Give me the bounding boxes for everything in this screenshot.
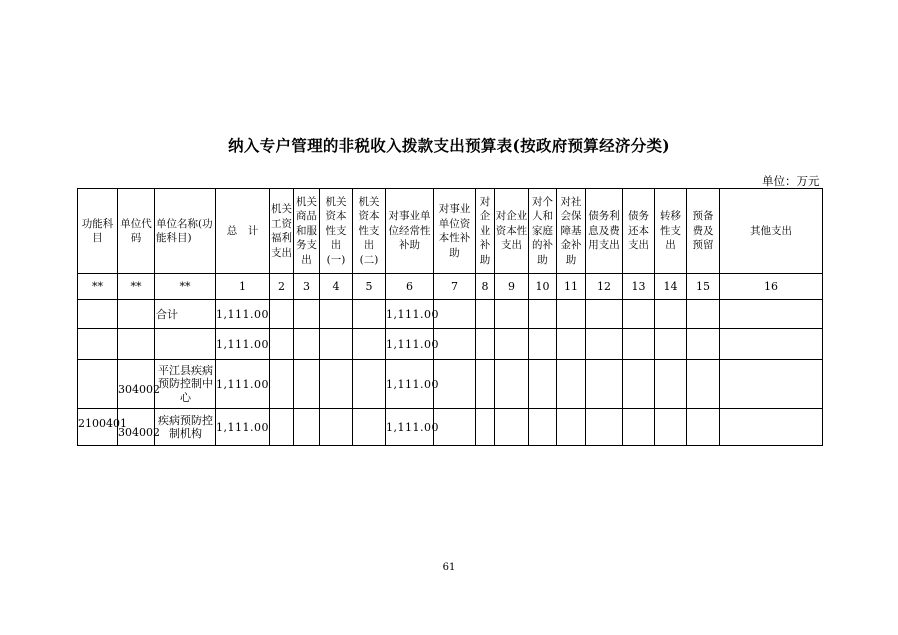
unit-code-cell — [118, 300, 155, 329]
subsidy-regular-cell: 1,111.00 — [386, 329, 434, 360]
func-code-cell — [78, 300, 118, 329]
col-header-other: 其他支出 — [720, 189, 823, 274]
func-code-cell — [78, 360, 118, 409]
col-number: 13 — [623, 274, 655, 300]
col-header-social-security: 对社会保障基金补助 — [557, 189, 586, 274]
col-header-household-subsidy: 对个人和家庭的补助 — [529, 189, 557, 274]
unit-code-cell: 304002 — [118, 409, 155, 446]
col-header-total: 总 计 — [216, 189, 270, 274]
func-code-cell — [78, 329, 118, 360]
page-title: 纳入专户管理的非税收入拨款支出预算表(按政府预算经济分类) — [228, 136, 670, 155]
unit-code-cell — [118, 329, 155, 360]
col-header-enterprise-subsidy: 对企业补助 — [476, 189, 495, 274]
table-row — [78, 360, 823, 409]
col-number: 4 — [320, 274, 353, 300]
col-number: 15 — [687, 274, 720, 300]
col-number: 2 — [270, 274, 294, 300]
col-number: 5 — [353, 274, 386, 300]
unit-name-cell — [155, 360, 216, 409]
unit-name-cell: 合计 — [155, 300, 216, 329]
col-header-goods-services: 机关商品和服务支出 — [294, 189, 320, 274]
total-cell: 1,111.00 — [216, 360, 270, 409]
col-number: 11 — [557, 274, 586, 300]
unit-name-cell — [155, 329, 216, 360]
unit-label: 单位：万元 — [762, 174, 820, 188]
col-number: ** — [78, 274, 118, 300]
col-header-salary: 机关工资福利支出 — [270, 189, 294, 274]
col-header-transfer: 转移性支出 — [655, 189, 687, 274]
col-header-reserve: 预备费及预留 — [687, 189, 720, 274]
col-number: 7 — [434, 274, 476, 300]
col-header-debt-interest: 债务利息及费用支出 — [586, 189, 623, 274]
subsidy-regular-cell: 1,111.00 — [386, 300, 434, 329]
col-header-unit-name: 单位名称(功能科目) — [155, 189, 216, 274]
col-header-enterprise-capital: 对企业资本性支出 — [495, 189, 529, 274]
col-header-subsidy-regular: 对事业单位经常性补助 — [386, 189, 434, 274]
col-number: 3 — [294, 274, 320, 300]
col-header-unit-code: 单位代码 — [118, 189, 155, 274]
total-cell: 1,111.00 — [216, 329, 270, 360]
col-number: 1 — [216, 274, 270, 300]
unit-code-cell: 304002 — [118, 360, 155, 409]
col-number: ** — [118, 274, 155, 300]
col-header-func-code: 功能科目 — [78, 189, 118, 274]
col-number: 6 — [386, 274, 434, 300]
col-number: 12 — [586, 274, 623, 300]
page-number: 61 — [442, 562, 456, 573]
table-row — [78, 300, 823, 329]
col-number: 8 — [476, 274, 495, 300]
col-number: 10 — [529, 274, 557, 300]
column-number-row — [78, 274, 823, 300]
unit-name-cell — [155, 409, 216, 446]
col-number: 9 — [495, 274, 529, 300]
unit-name-text: 平江县疾病预防控制中心 — [158, 363, 213, 404]
table-row — [78, 329, 823, 360]
col-header-subsidy-capital: 对事业单位资本性补助 — [434, 189, 476, 274]
unit-name-text: 疾病预防控制机构 — [158, 413, 213, 440]
col-header-capital-1: 机关资本性支出(一) — [320, 189, 353, 274]
table-row — [78, 409, 823, 446]
subsidy-regular-cell: 1,111.00 — [386, 360, 434, 409]
col-header-capital-2: 机关资本性支出(二) — [353, 189, 386, 274]
func-code-cell: 2100401 — [78, 409, 118, 446]
budget-table — [77, 188, 823, 446]
col-number: ** — [155, 274, 216, 300]
col-number: 14 — [655, 274, 687, 300]
subsidy-regular-cell: 1,111.00 — [386, 409, 434, 446]
total-cell: 1,111.00 — [216, 300, 270, 329]
header-row — [78, 189, 823, 274]
total-cell: 1,111.00 — [216, 409, 270, 446]
col-number: 16 — [720, 274, 823, 300]
col-header-debt-principal: 债务还本支出 — [623, 189, 655, 274]
